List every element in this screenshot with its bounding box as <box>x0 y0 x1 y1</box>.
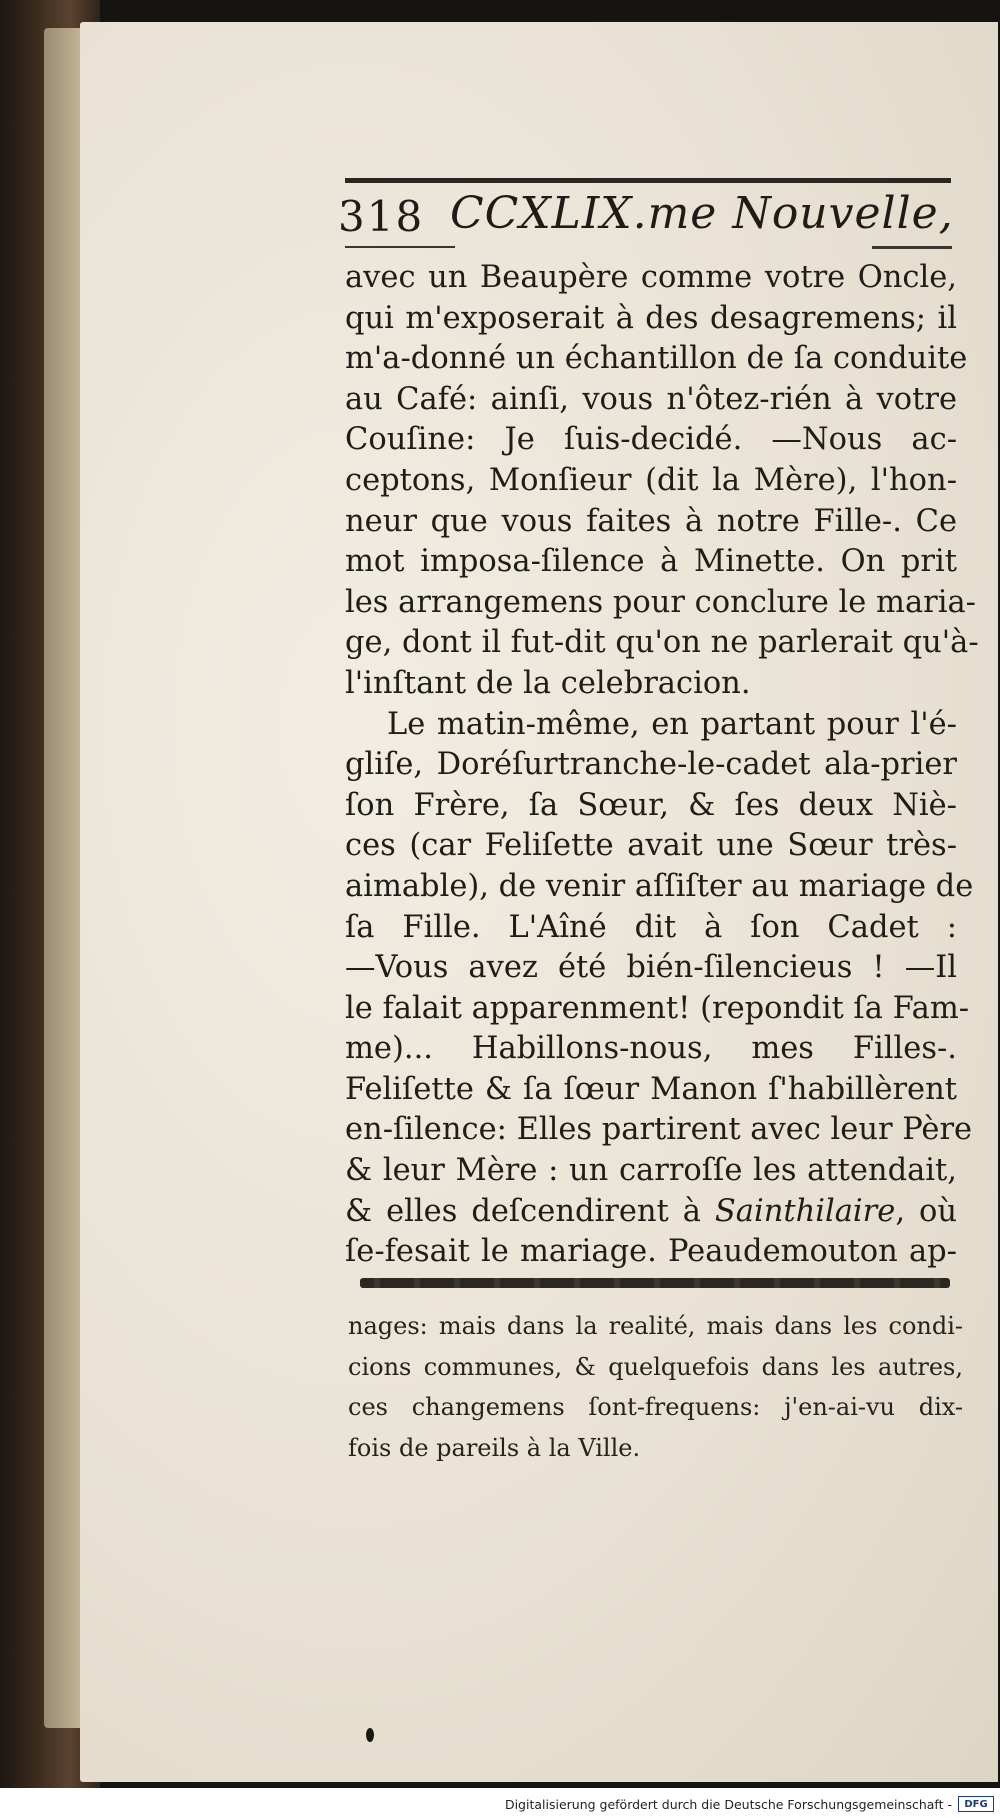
text-fragment: & elles deſcendirent à <box>345 1193 715 1229</box>
page-header <box>338 188 958 252</box>
footnote-rule <box>360 1278 950 1288</box>
digitization-footer <box>0 1788 1000 1818</box>
text-line: ces (car Feliſette avait une Sœur très- <box>345 828 957 864</box>
text-line: ſe-fesait le mariage. Peaudemouton ap- <box>345 1234 957 1270</box>
footnote-line: ces changemens ſont-frequens: j'en-ai-vu dix- <box>348 1393 963 1422</box>
text-line: —Vous avez été bién-ſilencieus ! —Il <box>345 950 957 986</box>
header-underline-left <box>345 246 455 248</box>
header-rule <box>345 178 951 183</box>
text-line-with-italic <box>345 1192 957 1233</box>
text-line: ceptons, Monſieur (dit la Mère), l'hon- <box>345 462 957 498</box>
text-line: avec un Beaupère comme votre Oncle, <box>345 260 957 295</box>
text-line: ſa Fille. L'Aîné dit à ſon Cadet : <box>345 909 957 945</box>
text-line: Couſine: Je ſuis-decidé. —Nous ac- <box>345 422 957 458</box>
footnote-line: cions communes, & quelquefois dans les autres, <box>348 1352 963 1381</box>
text-line: au Café: ainſi, vous n'ôtez-rién à votre <box>345 381 957 417</box>
dfg-logo: DFG <box>958 1796 994 1812</box>
header-underline-right <box>872 246 952 249</box>
text-fragment: , où <box>895 1193 957 1229</box>
text-line: ge, dont il fut-dit qu'on ne parlerait qu'à- <box>345 625 979 661</box>
text-line: l'inſtant de la celebracion. <box>345 665 751 701</box>
text-line: en-ſilence: Elles partirent avec leur Père <box>345 1112 973 1148</box>
ink-spot <box>366 1728 374 1742</box>
text-line: mot imposa-ſilence à Minette. On prit <box>345 544 957 580</box>
digitization-credit: Digitalisierung gefördert durch die Deutsche Forschungsgemeinschaft - <box>504 1797 952 1812</box>
text-line: m'a-donné un échantillon de ſa conduite <box>345 341 968 377</box>
text-line: neur que vous faites à notre Fille-. Ce <box>345 503 957 539</box>
footnote <box>348 1310 963 1472</box>
text-line: les arrangemens pour conclure le maria- <box>345 584 976 620</box>
text-line: gliſe, Doréſurtranche-le-cadet ala-prier <box>345 747 957 783</box>
page-number: 318 <box>338 192 425 241</box>
running-head: CCXLIX.me Nouvelle, <box>450 188 954 239</box>
footnote-line: nages: mais dans la realité, mais dans les condi- <box>348 1312 963 1340</box>
footnote-line: fois de pareils à la Ville. <box>348 1433 641 1462</box>
text-line: ſon Frère, ſa Sœur, & ſes deux Niè- <box>345 787 957 823</box>
text-line: le falait apparenment! (repondit ſa Fam- <box>345 990 970 1026</box>
text-line: Le matin-même, en partant pour l'é- <box>387 706 957 742</box>
text-line: & leur Mère : un carroſſe les attendait, <box>345 1153 957 1189</box>
text-line: Feliſette & ſa ſœur Manon ſ'habillèrent <box>345 1071 957 1107</box>
body-text <box>345 258 979 1273</box>
text-line: qui m'exposerait à des desagremens; il <box>345 300 957 336</box>
place-name-italic: Sainthilaire <box>714 1193 896 1229</box>
text-line: aimable), de venir aſſiſter au mariage de <box>345 868 974 904</box>
text-line: me)... Habillons-nous, mes Filles-. <box>345 1031 957 1067</box>
